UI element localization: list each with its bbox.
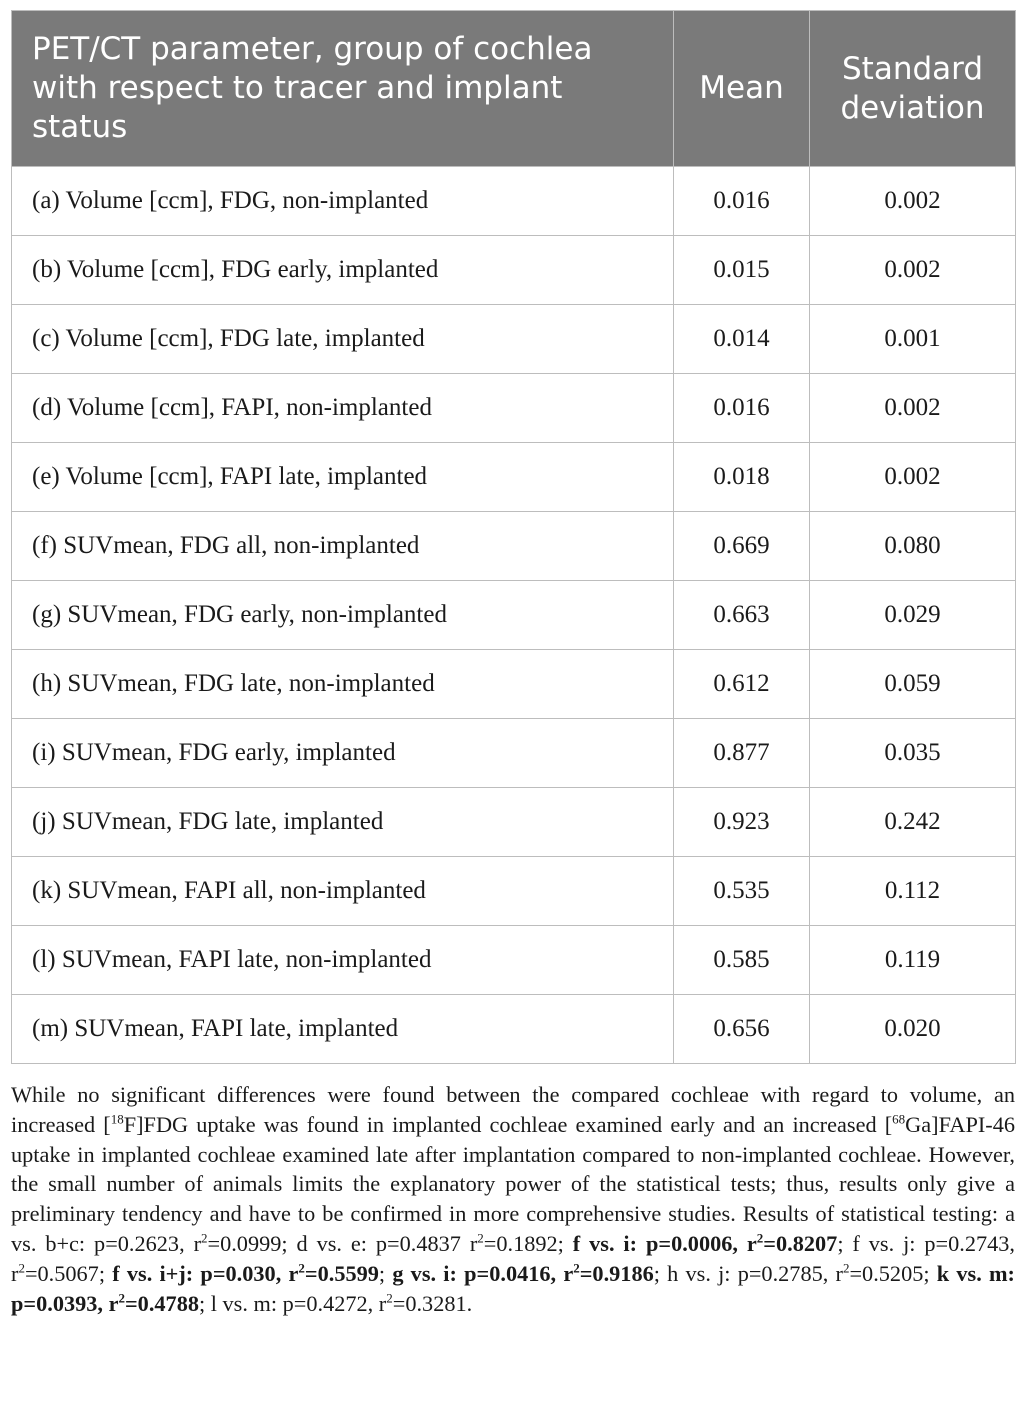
superscript-2: 2 bbox=[756, 1230, 764, 1246]
row-label: (b) Volume [ccm], FDG early, implanted bbox=[12, 236, 674, 305]
superscript-2: 2 bbox=[201, 1230, 208, 1246]
footnote-bold: =0.9186 bbox=[579, 1260, 654, 1286]
row-mean: 0.656 bbox=[674, 995, 810, 1064]
row-label: (d) Volume [ccm], FAPI, non-implanted bbox=[12, 374, 674, 443]
row-label: (c) Volume [ccm], FDG late, implanted bbox=[12, 305, 674, 374]
row-mean: 0.585 bbox=[674, 926, 810, 995]
row-sd: 0.080 bbox=[810, 512, 1016, 581]
table-row bbox=[12, 788, 1016, 857]
superscript-2: 2 bbox=[298, 1260, 305, 1276]
table-row bbox=[12, 857, 1016, 926]
header-standard-deviation: Standard deviation bbox=[810, 11, 1016, 167]
table-row bbox=[12, 650, 1016, 719]
footnote-text: ; h vs. j: p=0.2785, r bbox=[653, 1260, 843, 1286]
footnote-bold: =0.8207 bbox=[763, 1230, 838, 1256]
row-label: (a) Volume [ccm], FDG, non-implanted bbox=[12, 167, 674, 236]
header-parameter: PET/CT parameter, group of cochlea with respect to tracer and implant status bbox=[12, 11, 674, 167]
table-footnote bbox=[11, 1080, 1015, 1318]
row-mean: 0.669 bbox=[674, 512, 810, 581]
footnote-text: F]FDG uptake was found in implanted cochleae examined early and an increased [ bbox=[123, 1111, 893, 1137]
table-row bbox=[12, 443, 1016, 512]
footnote-text: Ga]FAPI-46 uptake in implanted cochleae examined late after implantation compared to non-implanted cochleae. However, the small number of animals limits the explanatory power of the statistical tests; thus, results only give a preliminary tendency and have to be confirmed in more comprehensive studies. Results of statistical testing: a vs. b+c: p=0.2623, r bbox=[11, 1111, 1015, 1256]
row-sd: 0.002 bbox=[810, 374, 1016, 443]
table-row bbox=[12, 719, 1016, 788]
row-label: (j) SUVmean, FDG late, implanted bbox=[12, 788, 674, 857]
row-mean: 0.923 bbox=[674, 788, 810, 857]
row-label: (e) Volume [ccm], FAPI late, implanted bbox=[12, 443, 674, 512]
superscript-2: 2 bbox=[573, 1260, 580, 1276]
row-mean: 0.014 bbox=[674, 305, 810, 374]
row-sd: 0.020 bbox=[810, 995, 1016, 1064]
row-label: (g) SUVmean, FDG early, non-implanted bbox=[12, 581, 674, 650]
table-header-row bbox=[12, 11, 1016, 167]
footnote-text: =0.5205; bbox=[849, 1260, 937, 1286]
superscript-18: 18 bbox=[110, 1111, 124, 1127]
footnote-text: ; l vs. m: p=0.4272, r bbox=[199, 1290, 387, 1316]
table-row bbox=[12, 236, 1016, 305]
row-mean: 0.612 bbox=[674, 650, 810, 719]
row-sd: 0.059 bbox=[810, 650, 1016, 719]
row-label: (h) SUVmean, FDG late, non-implanted bbox=[12, 650, 674, 719]
footnote-bold: f vs. i+j: p=0.030, r bbox=[112, 1260, 299, 1286]
row-sd: 0.002 bbox=[810, 443, 1016, 512]
table-row bbox=[12, 374, 1016, 443]
row-sd: 0.002 bbox=[810, 167, 1016, 236]
footnote-bold: =0.4788 bbox=[124, 1290, 199, 1316]
footnote-text: =0.1892; bbox=[483, 1230, 573, 1256]
row-label: (k) SUVmean, FAPI all, non-implanted bbox=[12, 857, 674, 926]
table-body bbox=[12, 167, 1016, 1064]
superscript-2: 2 bbox=[842, 1260, 850, 1276]
superscript-2: 2 bbox=[18, 1260, 25, 1276]
table-row bbox=[12, 581, 1016, 650]
table-row bbox=[12, 926, 1016, 995]
table-row bbox=[12, 512, 1016, 581]
row-label: (m) SUVmean, FAPI late, implanted bbox=[12, 995, 674, 1064]
row-label: (i) SUVmean, FDG early, implanted bbox=[12, 719, 674, 788]
row-mean: 0.016 bbox=[674, 374, 810, 443]
footnote-text: =0.0999; d vs. e: p=0.4837 r bbox=[207, 1230, 478, 1256]
row-sd: 0.119 bbox=[810, 926, 1016, 995]
footnote-bold: f vs. i: p=0.0006, r bbox=[572, 1230, 757, 1256]
row-mean: 0.877 bbox=[674, 719, 810, 788]
footnote-text: ; bbox=[378, 1260, 393, 1286]
row-mean: 0.018 bbox=[674, 443, 810, 512]
row-mean: 0.015 bbox=[674, 236, 810, 305]
row-mean: 0.663 bbox=[674, 581, 810, 650]
footnote-text: While no significant differences were found between the compared cochleae with regard to volume, an increased [ bbox=[11, 1082, 1015, 1137]
row-label: (f) SUVmean, FDG all, non-implanted bbox=[12, 512, 674, 581]
row-mean: 0.535 bbox=[674, 857, 810, 926]
footnote-bold: g vs. i: p=0.0416, r bbox=[392, 1260, 574, 1286]
results-table bbox=[11, 10, 1016, 1064]
superscript-2: 2 bbox=[477, 1230, 484, 1246]
row-sd: 0.242 bbox=[810, 788, 1016, 857]
header-mean: Mean bbox=[674, 11, 810, 167]
superscript-2: 2 bbox=[386, 1290, 393, 1306]
footnote-text: ; f vs. j: p=0.2743, r bbox=[11, 1230, 1015, 1286]
footnote-bold: =0.5599 bbox=[304, 1260, 379, 1286]
row-label: (l) SUVmean, FAPI late, non-implanted bbox=[12, 926, 674, 995]
footnote-text: =0.5067; bbox=[24, 1260, 113, 1286]
footnote-text: =0.3281. bbox=[392, 1290, 473, 1316]
row-sd: 0.035 bbox=[810, 719, 1016, 788]
row-mean: 0.016 bbox=[674, 167, 810, 236]
superscript-68: 68 bbox=[892, 1111, 906, 1127]
row-sd: 0.112 bbox=[810, 857, 1016, 926]
row-sd: 0.029 bbox=[810, 581, 1016, 650]
table-row bbox=[12, 305, 1016, 374]
table-row bbox=[12, 167, 1016, 236]
row-sd: 0.001 bbox=[810, 305, 1016, 374]
superscript-2: 2 bbox=[118, 1290, 125, 1306]
footnote-bold: k vs. m: p=0.0393, r bbox=[11, 1260, 1015, 1316]
results-table-container bbox=[11, 10, 1015, 1064]
table-row bbox=[12, 995, 1016, 1064]
row-sd: 0.002 bbox=[810, 236, 1016, 305]
